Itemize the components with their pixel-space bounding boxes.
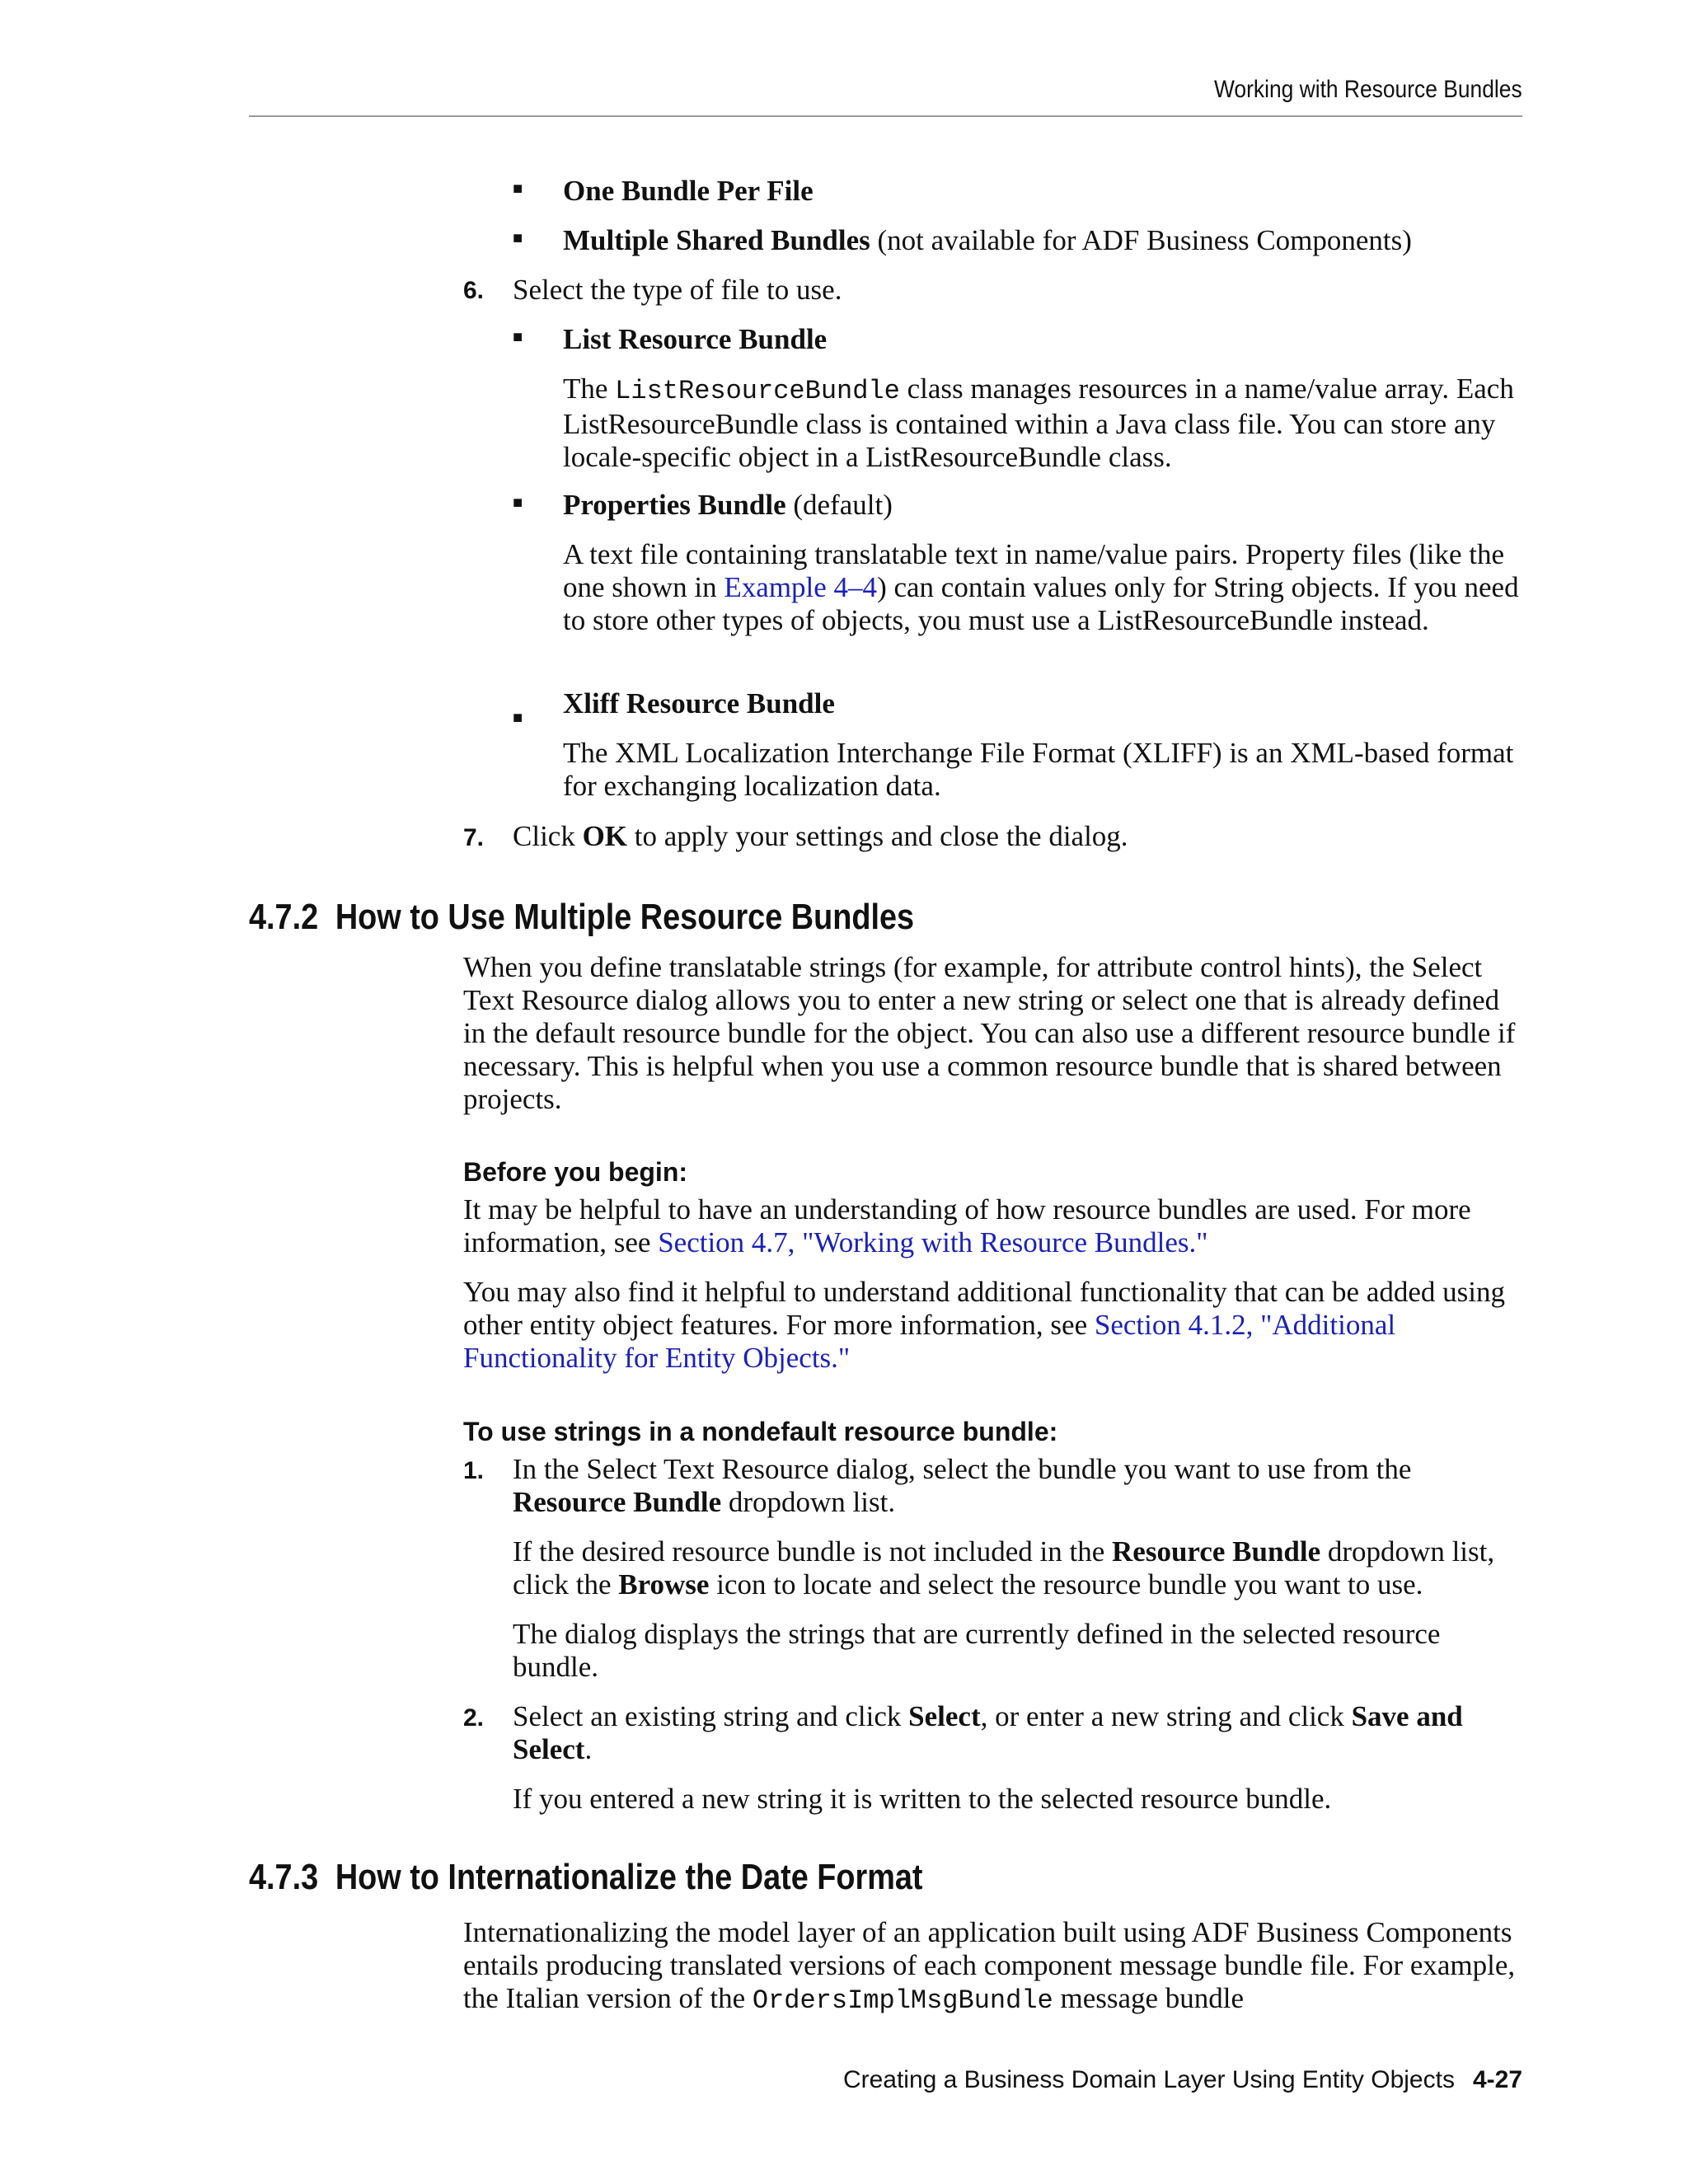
text-run: If the desired resource bundle is not included in the	[513, 1535, 1113, 1568]
bullet-glyph: ■	[513, 229, 523, 247]
text-run: dropdown list, click the	[513, 1535, 1495, 1601]
bullet-glyph: ■	[513, 709, 523, 727]
task-step-2	[513, 1700, 1522, 1766]
page-footer	[843, 2066, 1522, 2094]
page-number: 4-27	[1472, 2066, 1522, 2093]
text-run: It may be helpful to have an understanding of how resource bundles are used. For more information, see	[463, 1193, 1471, 1258]
bullet-glyph: ■	[513, 328, 523, 346]
list-item-multiple-bundles	[563, 224, 1412, 257]
list-item-label: List Resource Bundle	[563, 323, 828, 355]
ui-term: Save and Select	[513, 1700, 1463, 1765]
task-step-1-result: The dialog displays the strings that are currently defined in the selected resource bundle.	[513, 1618, 1441, 1683]
text-run: Internationalizing the model layer of an application built using ADF Business Components entails producing translated versions of each component message bundle file. For example, the Italian version of the	[463, 1916, 1516, 2014]
running-header: Working with Resource Bundles	[1214, 76, 1522, 103]
ui-term: Browse	[618, 1568, 710, 1601]
ui-term: Select	[908, 1700, 981, 1732]
text-run: .	[584, 1733, 593, 1765]
list-item-label: Properties Bundle	[563, 489, 786, 521]
text-run: Select an existing string and click	[513, 1700, 909, 1732]
text-run: A text file containing translatable text in name/value pairs. Property files (like the one shown in	[563, 538, 1505, 603]
section-number: 4.7.3	[249, 1857, 319, 1897]
text-run: The	[563, 373, 616, 405]
bullet-glyph: ■	[513, 494, 523, 512]
step-number: 7.	[463, 824, 485, 851]
text-run: ) can contain values only for String objects. If you need to store other types of objects, you must use a ListResourceBundle instead.	[563, 571, 1519, 636]
section-4-7-2-intro: When you define translatable strings (for example, for attribute control hints), the Select Text Resource dialog allows you to enter a new string or select one that is already defined in the default resource bundle for the object. You can also use a different resource bundle if necessary. This is helpful when you use a common resource bundle that is shared between projects.	[463, 951, 1516, 1115]
code-class-name: OrdersImplMsgBundle	[752, 1985, 1053, 2016]
before-you-begin-heading: Before you begin:	[463, 1157, 688, 1187]
list-item-list-resource-bundle	[563, 323, 827, 356]
list-item-label: Xliff Resource Bundle	[563, 687, 835, 719]
xliff-bundle-description: The XML Localization Interchange File Format (XLIFF) is an XML-based format for exchanging localization data.	[563, 737, 1514, 802]
task-heading: To use strings in a nondefault resource bundle:	[463, 1417, 1058, 1446]
list-item-note: (not available for ADF Business Components)	[870, 224, 1412, 256]
step-6-text: Select the type of file to use.	[513, 274, 842, 306]
task-step-1-detail	[513, 1535, 1522, 1601]
task-step-2-result: If you entered a new string it is written to the selected resource bundle.	[513, 1783, 1332, 1815]
step-number: 1.	[463, 1457, 485, 1484]
list-item-label: Multiple Shared Bundles	[563, 224, 870, 256]
properties-bundle-description	[563, 538, 1523, 637]
list-item-xliff-bundle	[563, 687, 835, 720]
list-item-one-bundle	[563, 175, 814, 208]
section-heading-4-7-3	[249, 1857, 923, 1898]
step-number: 2.	[463, 1704, 485, 1732]
task-step-1	[513, 1453, 1522, 1519]
before-you-begin-p1	[463, 1193, 1522, 1259]
bullet-glyph: ■	[513, 180, 523, 198]
list-resource-bundle-description	[563, 373, 1523, 474]
section-title: How to Use Multiple Resource Bundles	[335, 897, 915, 937]
text-run: Click	[513, 820, 583, 852]
code-class-name: ListResourceBundle	[615, 376, 900, 406]
text-run: dropdown list.	[721, 1486, 896, 1518]
text-run: You may also find it helpful to understand additional functionality that can be added using other entity object features. For more information, see	[463, 1276, 1505, 1341]
header-rule	[249, 115, 1522, 117]
before-you-begin-p2	[463, 1276, 1522, 1375]
text-run: to apply your settings and close the dialog.	[627, 820, 1128, 852]
step-7-text	[513, 820, 1128, 853]
text-run: In the Select Text Resource dialog, select the bundle you want to use from the	[513, 1453, 1412, 1485]
section-title: How to Internationalize the Date Format	[335, 1857, 923, 1897]
list-item-note: (default)	[785, 489, 893, 521]
ui-term: OK	[582, 820, 628, 852]
text-run: class manages resources in a name/value array. Each ListResourceBundle class is contained within a Java class file. You can store any locale-specific object in a ListResourceBundle class.	[563, 373, 1514, 473]
text-run: icon to locate and select the resource bundle you want to use.	[709, 1568, 1423, 1601]
text-run: message bundle	[1053, 1982, 1245, 2014]
section-link-4-7[interactable]: Section 4.7, "Working with Resource Bundles."	[658, 1226, 1208, 1258]
section-heading-4-7-2	[249, 897, 914, 938]
footer-chapter-title: Creating a Business Domain Layer Using Entity Objects	[842, 2066, 1455, 2093]
list-item-label: One Bundle Per File	[563, 175, 814, 207]
ui-term: Resource Bundle	[513, 1486, 722, 1518]
list-item-properties-bundle	[563, 489, 893, 522]
section-4-7-3-intro	[463, 1916, 1522, 2018]
step-number: 6.	[463, 277, 485, 304]
example-link[interactable]: Example 4–4	[724, 571, 878, 603]
section-link-4-1-2[interactable]: Section 4.1.2, "Additional Functionality for Entity Objects."	[463, 1309, 1396, 1374]
section-number: 4.7.2	[249, 897, 319, 937]
ui-term: Resource Bundle	[1112, 1535, 1321, 1568]
text-run: , or enter a new string and click	[980, 1700, 1352, 1732]
